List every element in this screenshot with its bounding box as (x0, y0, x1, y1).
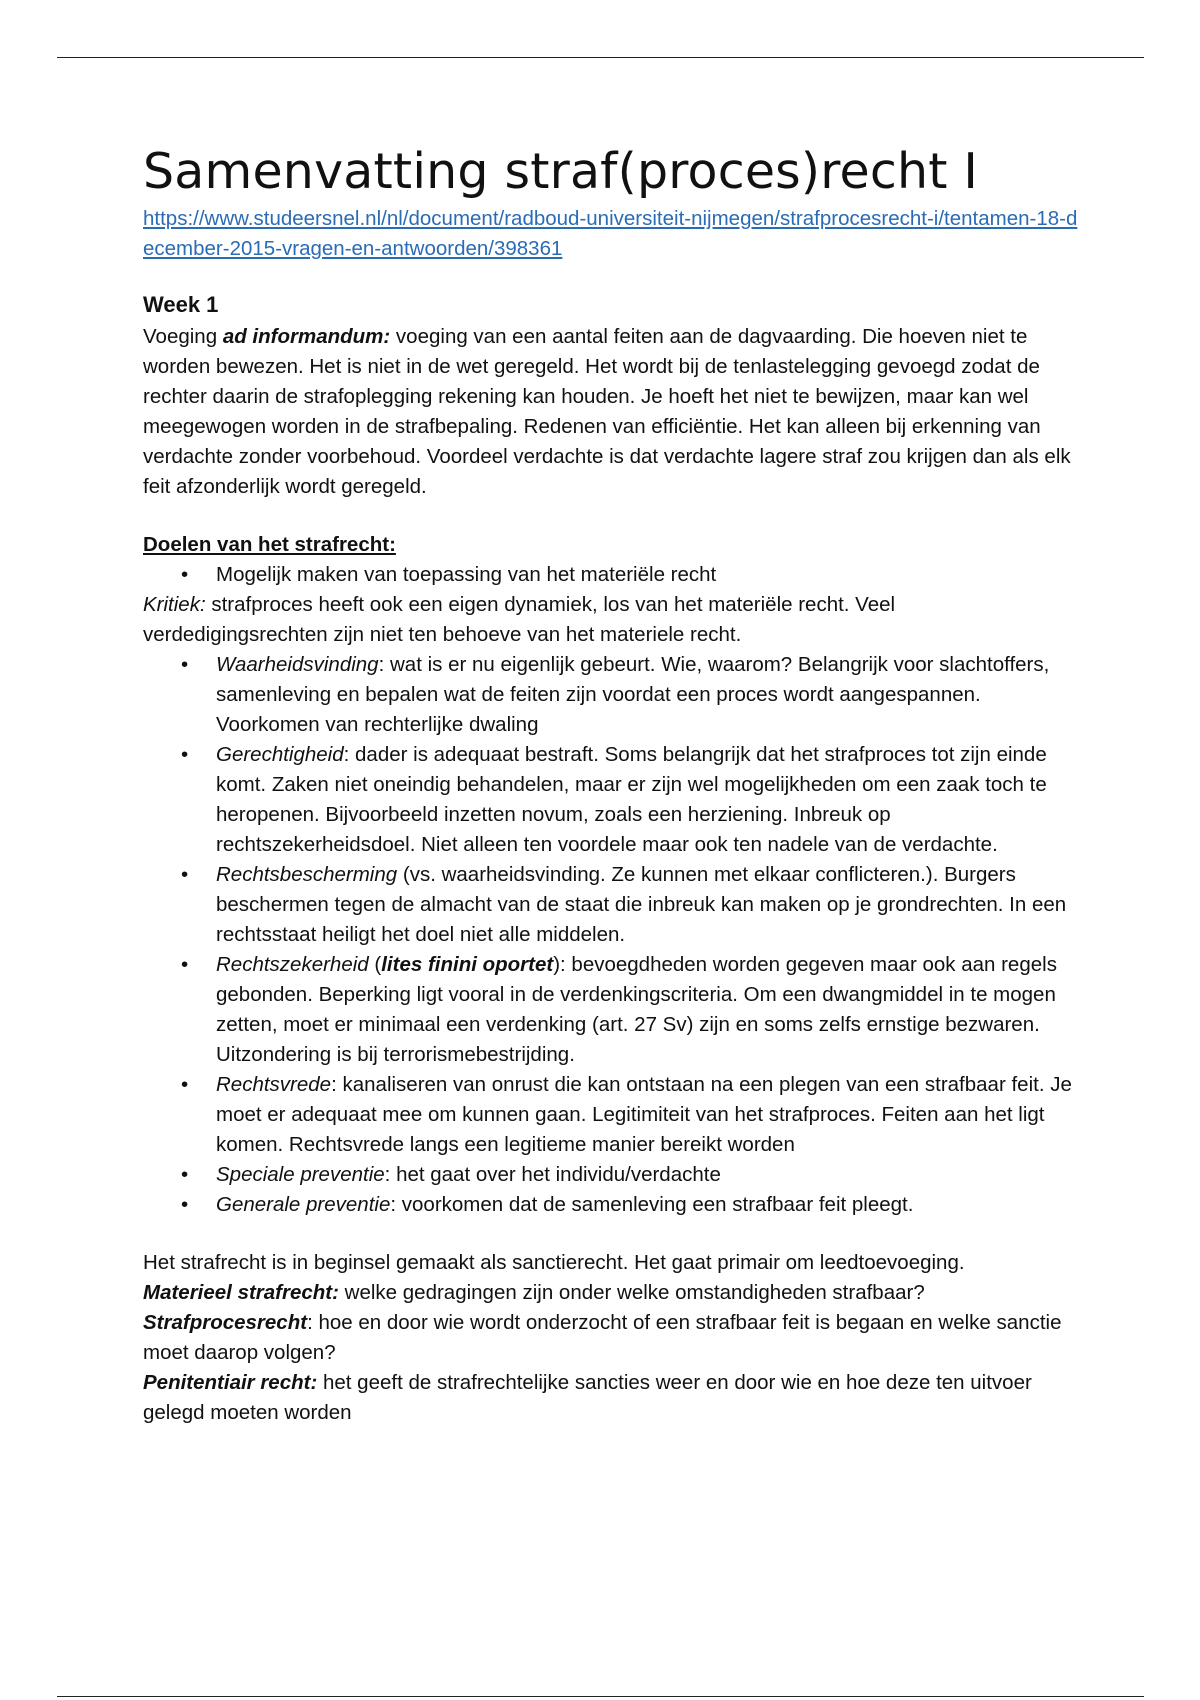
doelen-heading: Doelen van het strafrecht: (143, 533, 396, 556)
bullet-icon: • (181, 653, 189, 676)
top-rule (57, 57, 1144, 58)
first-bullet-text: Mogelijk maken van toepassing van het materiële recht (216, 563, 717, 586)
list-item (143, 1160, 1083, 1190)
doel-text: : voorkomen dat de samenleving een strafbaar feit pleegt. (390, 1193, 914, 1216)
source-link[interactable]: https://www.studeersnel.nl/nl/document/radboud-universiteit-nijmegen/strafprocesrecht-i/tentamen-18-december-2015-vragen-en-antwoorden/398361 (143, 207, 1078, 260)
bullet-icon: • (181, 1073, 189, 1096)
list-item (143, 1190, 1083, 1220)
first-bullet-list (143, 560, 1083, 590)
procesrecht-term: Strafprocesrecht (143, 1311, 308, 1334)
list-item (143, 560, 1083, 590)
bottom-rule (57, 1696, 1144, 1697)
materieel-term: Materieel strafrecht: (143, 1281, 339, 1304)
week-heading: Week 1 (143, 292, 219, 317)
ad-informandum-paragraph (143, 322, 1083, 502)
procesrecht-paragraph (143, 1308, 1083, 1368)
penitentiair-paragraph (143, 1368, 1083, 1428)
doel-term: Gerechtigheid (216, 743, 344, 766)
doel-term: Generale preventie (216, 1193, 391, 1216)
list-item (143, 860, 1083, 950)
doel-term: Rechtsbescherming (216, 863, 398, 886)
ad-informandum-text: voeging van een aantal feiten aan de dagvaarding. Die hoeven niet te worden bewezen. Het is niet in de wet geregeld. Het wordt bij de tenlastelegging gevoegd zodat de rechter daarin de strafoplegging rekening kan houden. Je hoeft het niet te bewijzen, maar kan wel meegewogen worden in de strafbepaling. Redenen van efficiëntie. Het kan alleen bij erkenning van verdachte zonder voorbehoud. Voordeel verdachte is dat verdachte lagere straf zou krijgen dan als elk feit afzonderlijk wordt geregeld. (143, 325, 1071, 498)
ad-informandum-lead: Voeging (143, 325, 223, 348)
doel-term: Speciale preventie (216, 1163, 385, 1186)
doel-text: : kanaliseren van onrust die kan ontstaan na een plegen van een strafbaar feit. Je moet er adequaat mee om kunnen gaan. Legitimiteit van het strafproces. Feiten aan het ligt komen. Rechtsvrede langs een legitieme manier bereikt worden (216, 1073, 1072, 1156)
bullet-icon: • (181, 953, 189, 976)
doel-term: Waarheidsvinding (216, 653, 379, 676)
list-item (143, 740, 1083, 860)
bullet-icon: • (181, 1163, 189, 1186)
list-item (143, 950, 1083, 1070)
document-title: Samenvatting straf(proces)recht I (143, 143, 979, 200)
doel-text: : dader is adequaat bestraft. Soms belangrijk dat het strafproces tot zijn einde komt. Zaken niet oneindig behandelen, maar er zijn wel mogelijkheden om een zaak toch te heropenen. Bijvoorbeeld inzetten novum, zoals een herziening. Inbreuk op rechtszekerheidsdoel. Niet alleen ten voordele maar ook ten nadele van de verdachte. (216, 743, 1047, 856)
kritiek-paragraph (143, 590, 1083, 650)
doel-text: ): bevoegdheden worden gegeven maar ook aan regels gebonden. Beperking ligt vooral in de verdenkingscriteria. Om een dwangmiddel in te mogen zetten, moet er minimaal een verdenking (art. 27 Sv) zijn en soms zelfs ernstige bezwaren. Uitzondering is bij terrorismebestrijding. (216, 953, 1057, 1066)
bullet-icon: • (181, 743, 189, 766)
penitentiair-text: het geeft de strafrechtelijke sancties weer en door wie en hoe deze ten uitvoer gelegd moeten worden (143, 1371, 1032, 1424)
doel-text: (vs. waarheidsvinding. Ze kunnen met elkaar conflicteren.). Burgers beschermen tegen de almacht van de staat die inbreuk kan maken op je grondrechten. In een rechtsstaat heiligt het doel niet alle middelen. (216, 863, 1067, 946)
materieel-paragraph (143, 1278, 1083, 1308)
doel-text: : het gaat over het individu/verdachte (384, 1163, 721, 1186)
doelen-list (143, 650, 1083, 1220)
doel-term: Rechtszekerheid (216, 953, 369, 976)
bullet-icon: • (181, 863, 189, 886)
bullet-icon: • (181, 1193, 189, 1216)
doel-text: : wat is er nu eigenlijk gebeurt. Wie, waarom? Belangrijk voor slachtoffers, samenleving en bepalen wat de feiten zijn voordat een proces wordt aangespannen. Voorkomen van rechterlijke dwaling (216, 653, 1050, 736)
penitentiair-term: Penitentiair recht: (143, 1371, 318, 1394)
bullet-icon: • (181, 563, 189, 586)
sanctierecht-paragraph: Het strafrecht is in beginsel gemaakt als sanctierecht. Het gaat primair om leedtoevoeging. (143, 1251, 965, 1274)
list-item (143, 650, 1083, 740)
kritiek-text: strafproces heeft ook een eigen dynamiek, los van het materiële recht. Veel verdedigingsrechten zijn niet ten behoeve van het materiele recht. (143, 593, 896, 646)
doel-bold: lites finini oportet (381, 953, 554, 976)
ad-informandum-term: ad informandum: (222, 325, 391, 348)
materieel-text: welke gedragingen zijn onder welke omstandigheden strafbaar? (338, 1281, 925, 1304)
doel-pre: ( (368, 953, 382, 976)
document-page (143, 140, 1083, 1428)
procesrecht-text: : hoe en door wie wordt onderzocht of een strafbaar feit is begaan en welke sanctie moet daarop volgen? (143, 1311, 1062, 1364)
doel-term: Rechtsvrede (216, 1073, 332, 1096)
kritiek-term: Kritiek: (143, 593, 206, 616)
list-item (143, 1070, 1083, 1160)
